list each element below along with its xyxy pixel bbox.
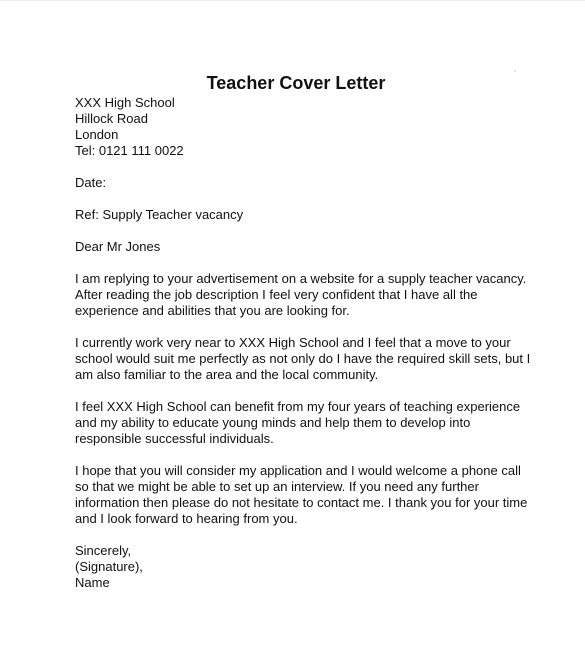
paragraph-line: experience and abilities that you are looking for.: [75, 303, 350, 318]
spacer: [75, 159, 525, 175]
spacer: [75, 319, 525, 335]
spacer: [75, 527, 525, 543]
paragraph-contact: [75, 463, 528, 527]
spacer: [75, 447, 525, 463]
paragraph-line: I hope that you will consider my application and I would welcome a phone call: [75, 463, 521, 478]
reference-line: Ref: Supply Teacher vacancy: [75, 207, 244, 222]
paragraph-line: and I look forward to hearing from you.: [75, 511, 298, 526]
name-line: Name: [75, 575, 110, 590]
paragraph-line: and my ability to educate young minds and help them to develop into: [75, 415, 471, 430]
closing-line: Sincerely,: [75, 543, 132, 558]
letter-body: [75, 95, 531, 591]
spacer: [75, 383, 525, 399]
letter-title: Teacher Cover Letter: [206, 73, 386, 93]
paragraph-intro: [75, 271, 525, 319]
paragraph-line: information then please do not hesitate to contact me. I thank you for your time: [75, 495, 528, 510]
paragraph-benefit: [75, 399, 525, 447]
paragraph-line: school would suit me perfectly as not only do I have the required skill sets, but I: [75, 351, 531, 366]
address-line-city: London: [75, 127, 119, 142]
paragraph-location: [75, 335, 531, 383]
paragraph-line: so that we might be able to set up an interview. If you need any further: [75, 479, 479, 494]
salutation: Dear Mr Jones: [75, 239, 161, 254]
spacer: [75, 191, 525, 207]
date-label: Date:: [75, 175, 107, 190]
sender-address: [75, 95, 525, 159]
signature-line: (Signature),: [75, 559, 143, 574]
spacer: [75, 223, 525, 239]
paragraph-line: I currently work very near to XXX High School and I feel that a move to your: [75, 335, 511, 350]
paragraph-line: am also familiar to the area and the local community.: [75, 367, 379, 382]
spacer: [75, 255, 525, 271]
paragraph-line: responsible successful individuals.: [75, 431, 274, 446]
paragraph-line: After reading the job description I feel very confident that I have all the: [75, 287, 478, 302]
paragraph-line: I am replying to your advertisement on a website for a supply teacher vacancy.: [75, 271, 527, 286]
letter-closing: [75, 543, 525, 591]
address-line-phone: Tel: 0121 111 0022: [75, 143, 184, 158]
paragraph-line: I feel XXX High School can benefit from my four years of teaching experience: [75, 399, 521, 414]
address-line-road: Hillock Road: [75, 111, 148, 126]
address-line-school: XXX High School: [75, 95, 175, 110]
